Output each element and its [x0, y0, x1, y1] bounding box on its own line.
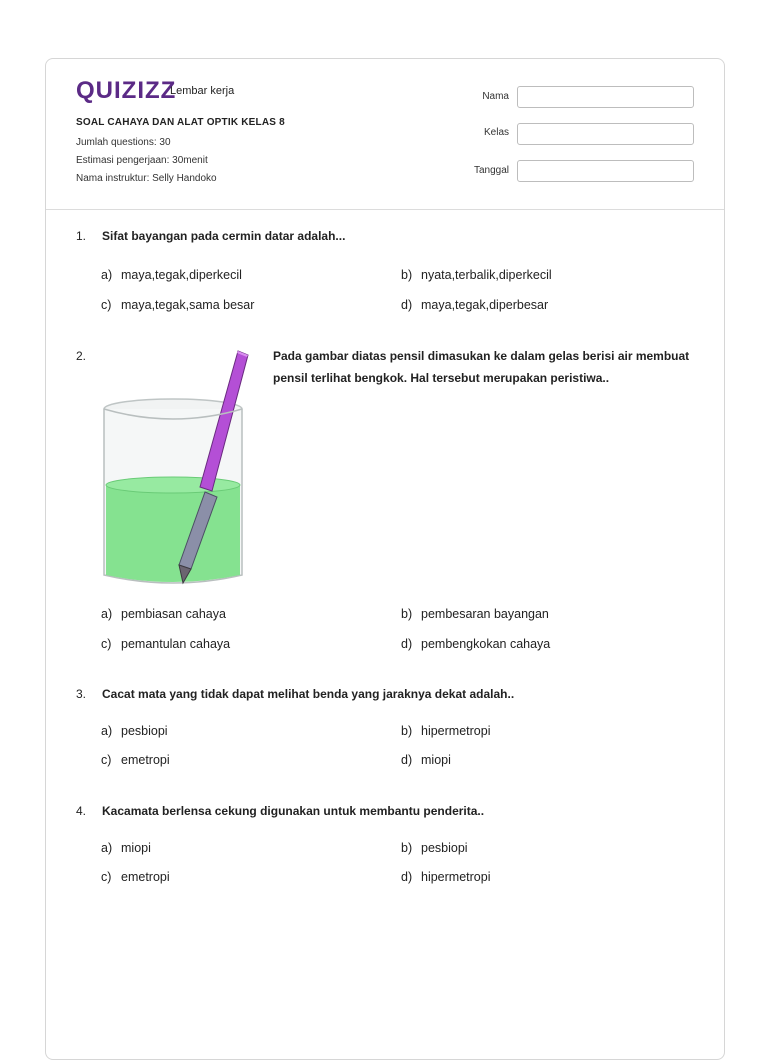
option-c[interactable]: c) emetropi [101, 870, 170, 884]
question-text: Sifat bayangan pada cermin datar adalah... [102, 229, 346, 243]
worksheet [45, 58, 725, 1060]
option-b[interactable]: b) nyata,terbalik,diperkecil [401, 268, 552, 282]
question-number: 3. [76, 687, 87, 701]
class-label: Kelas [483, 127, 509, 138]
question-text: Kacamata berlensa cekung digunakan untuk membantu penderita.. [102, 804, 485, 818]
worksheet-header [46, 59, 724, 210]
worksheet-title: SOAL CAHAYA DAN ALAT OPTIK KELAS 8 [76, 117, 285, 128]
option-d[interactable]: d) miopi [401, 753, 451, 767]
date-field[interactable] [517, 160, 694, 182]
option-c[interactable]: c) emetropi [101, 753, 170, 767]
name-label: Nama [482, 91, 509, 102]
question-text: Pada gambar diatas pensil dimasukan ke dalam gelas berisi air membuat pensil terlihat bengkok. Hal tersebut merupakan peristiwa.. [273, 349, 690, 385]
date-label: Tanggal [473, 165, 509, 176]
quizizz-logo: QUIZIZZ [76, 77, 177, 104]
option-a[interactable]: a) pesbiopi [101, 724, 168, 738]
question-number: 4. [76, 804, 87, 818]
option-b[interactable]: b) hipermetropi [401, 724, 491, 738]
instructor-name: Nama instruktur: Selly Handoko [76, 173, 217, 184]
time-estimate: Estimasi pengerjaan: 30menit [76, 155, 208, 166]
option-a[interactable]: a) maya,tegak,diperkecil [101, 268, 242, 282]
option-a[interactable]: a) pembiasan cahaya [101, 607, 226, 621]
question-count: Jumlah questions: 30 [76, 137, 171, 148]
option-d[interactable]: d) maya,tegak,diperbesar [401, 298, 549, 312]
option-d[interactable]: d) pembengkokan cahaya [401, 637, 551, 651]
option-a[interactable]: a) miopi [101, 841, 151, 855]
option-b[interactable]: b) pesbiopi [401, 841, 468, 855]
option-c[interactable]: c) pemantulan cahaya [101, 637, 231, 651]
option-c[interactable]: c) maya,tegak,sama besar [101, 298, 255, 312]
question-number: 2. [76, 349, 87, 363]
class-field[interactable] [517, 123, 694, 145]
question-text: Cacat mata yang tidak dapat melihat benda yang jaraknya dekat adalah.. [102, 687, 515, 701]
worksheet-subtitle: Lembar kerja [170, 85, 235, 97]
option-b[interactable]: b) pembesaran bayangan [401, 607, 549, 621]
pencil-in-water-image [101, 347, 251, 592]
question-number: 1. [76, 229, 87, 243]
name-field[interactable] [517, 86, 694, 108]
option-d[interactable]: d) hipermetropi [401, 870, 491, 884]
